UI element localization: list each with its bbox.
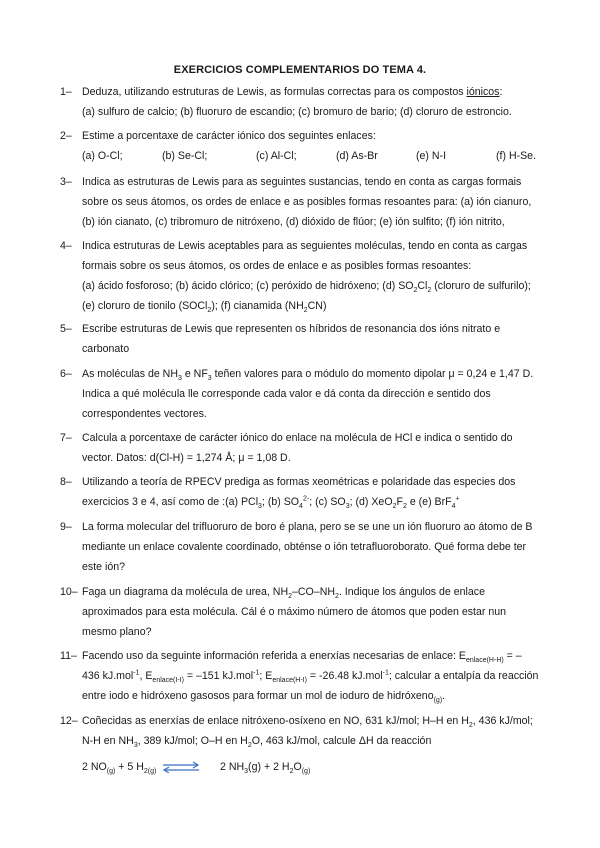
exercise-8 [60, 472, 560, 512]
exercise-8-line-1: Utilizando a teoría de RPECV prediga as formas xeométricas e polaridade das especies dos [82, 476, 516, 488]
page-title: EXERCICIOS COMPLEMENTARIOS DO TEMA 4. [173, 64, 427, 76]
exercise-9-line-1: La forma molecular del trifluoruro de boro é plana, pero se se une un ión fluoruro ao átomo de B [82, 521, 533, 533]
exercise-5 [60, 319, 560, 359]
exercise-3-line-2: sobre os seus átomos, os ordes de enlace e as posibles formas resoantes para: (a) ión cianuro, [82, 196, 532, 208]
exercise-number: 2– [60, 130, 72, 142]
exercise-number: 8– [60, 476, 72, 488]
exercise-10-line-3: mesmo plano? [82, 626, 152, 638]
equilibrium-arrows-icon [162, 761, 200, 773]
exercise-11-line-2: 436 kJ.mol$^{-1}$, $E_{enlace(I-I)} = -151$ kJ.mol$^{-1}$; $E_{enlace(H-I)} = -26.48$ kJ.mol$^{-1}$; calcular a entalpía da reacción [82, 669, 539, 685]
option: (b) Se-Cl; [162, 150, 208, 162]
exercise-number: 1– [60, 86, 72, 98]
exercise-6-line-2: Indica a qué molécula lle corresponde cada valor e dá conta da dirección e sentido dos [82, 388, 491, 400]
exercise-2-options [82, 146, 560, 166]
reaction-products: 2 $NH_3(g) + 2$ $H_2O_{(g)}$ [220, 761, 311, 776]
exercise-3-line-3: (b) ión cianato, (c) tribromuro de nitróxeno, (d) dióxido de flúor; (e) ión sulfito; (f) ión nitrito, [82, 216, 505, 228]
underlined-word: iónicos [466, 86, 500, 98]
exercise-9-line-2: mediante un enlace covalente coordinado, obténse o ión tetrafluoroborato. Qué forma debe ter [82, 541, 527, 553]
exercise-6-line-3: correspondentes vectores. [82, 408, 207, 420]
exercise-number: 3– [60, 176, 72, 188]
exercise-9-line-3: este ión? [82, 561, 125, 573]
exercise-7-line-2: vector. Datos: d(Cl-H) = 1,274 Å; μ = 1,08 D. [82, 452, 291, 464]
exercise-9 [60, 517, 560, 577]
exercise-number: 4– [60, 240, 72, 252]
exercise-4-line-1: Indica estruturas de Lewis aceptables para as seguientes moléculas, tendo en conta as cargas [82, 240, 528, 252]
exercise-number: 12– [60, 715, 78, 727]
exercise-number: 6– [60, 368, 72, 380]
exercise-3 [60, 172, 560, 232]
exercise-4-line-4: (e) cloruro de tionilo (SOCl$_2$); (f) cianamida $(NH_2CN)$ [82, 300, 327, 315]
exercise-number: 10– [60, 586, 78, 598]
exercise-1-line-2: (a) sulfuro de calcio; (b) fluoruro de escandio; (c) bromuro de bario; (d) cloruro de estroncio. [82, 106, 512, 118]
exercise-1 [60, 82, 560, 122]
exercise-4 [60, 236, 560, 316]
exercise-10 [60, 582, 560, 642]
exercise-12 [60, 711, 560, 751]
exercise-12-line-1: Coñecidas as enerxías de enlace nitróxeno-osíxeno en NO, 631 kJ/mol; H–H en $H_2$, 436 kJ/mol; [82, 715, 533, 730]
exercise-1-line-1: Deduza, utilizando estruturas de Lewis, as formulas correctas para os compostos iónicos: [82, 86, 503, 98]
option: (a) O-Cl; [82, 150, 123, 162]
option: (f) H-Se. [496, 150, 537, 162]
option: (e) N-I [416, 150, 447, 162]
exercise-5-line-2: carbonato [82, 343, 130, 355]
exercise-4-line-3: (a) ácido fosforoso; (b) ácido clórico; (c) peróxido de hidróxeno; (d) $SO_2Cl_2$ (cloruro de sulfurilo); [82, 280, 531, 295]
exercise-6 [60, 364, 560, 424]
exercise-11-line-1: Facendo uso da seguinte información referida a enerxías necesarias de enlace: $E_{enlace(H-H)}$ = – [82, 650, 522, 665]
exercise-10-line-2: aproximados para esta molécula. Cál é o máximo número de átomos que poden estar nun [82, 606, 506, 618]
exercise-number: 7– [60, 432, 72, 444]
exercise-11-line-3: entre iodo e hidróxeno gasosos para formar un mol de ioduro de hidróxeno$_{(g)}$. [82, 690, 446, 705]
option: (c) Al-Cl; [256, 150, 297, 162]
exercise-3-line-1: Indica as estruturas de Lewis para as seguintes sustancias, tendo en conta as cargas formais [82, 176, 522, 188]
exercise-11 [60, 646, 560, 706]
exercise-2 [60, 126, 560, 166]
exercise-number: 9– [60, 521, 72, 533]
exercise-4-line-2: formais sobre os seus átomos, os ordes de enlace e as posibles formas resoantes: [82, 260, 472, 272]
exercise-6-line-1: As moléculas de $NH_3$ e $NF_3$ teñen valores para o módulo do momento dipolar μ = 0,24 e 1,47 D. [82, 368, 534, 383]
exercise-2-line-1: Estime a porcentaxe de carácter iónico dos seguintes enlaces: [82, 130, 376, 142]
exercise-number: 5– [60, 323, 72, 335]
option: (d) As-Br [336, 150, 378, 162]
exercise-12-line-2: N-H en $NH_3$, 389 kJ/mol; O–H en $H_2O$, 463 kJ/mol, calcule ΔH da reacción [82, 735, 432, 750]
exercise-7-line-1: Calcula a porcentaxe de carácter iónico do enlace na molécula de HCl e indica o sentido do [82, 432, 513, 444]
exercise-5-line-1: Escribe estruturas de Lewis que representen os híbridos de resonancia dos ións nitrato e [82, 323, 501, 335]
exercise-7 [60, 428, 560, 468]
exercise-10-line-1: Faga un diagrama da molécula de urea, $NH_2-CO-NH_2$. Indique los ángulos de enlace [82, 586, 485, 601]
exercise-8-line-2: exercicios 3 e 4, así como de :(a) PCl$_3$; (b) $SO_4^{2-}$; (c) $SO_3$; (d) $XeO_2F_2$ e (e) BrF$_4$+ [82, 495, 460, 511]
reaction-reactants: 2 $NO_{(g)} + 5$ $H_{2(g)}$ [82, 761, 157, 776]
exercise-number: 11– [60, 650, 77, 662]
